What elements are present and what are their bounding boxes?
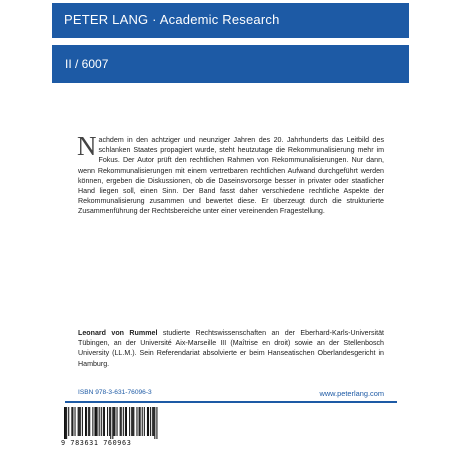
publisher-website: www.peterlang.com (319, 389, 384, 398)
blurb-text: achdem in den achtziger und neunziger Jahren des 20. Jahrhunderts das Leitbild des schlanken Staates propagiert wurde, steht heutzutage die Rekommunalisierung mehr im Fokus. Der Autor prüft den rechtlichen Rahmen von Rekommunalisierungen. Nur dann, wenn Rekommunalisierungen mit einem vertretbaren rechtlichen Aufwand durchgeführt werden können, ergeben die Diskussionen, ob die Daseinsvorsorge besser in privater oder staatlicher Hand liegen soll, einen Sinn. Der Band fasst daher verschiedene rechtliche Aspekte der Rekommunalisierung zusammen und bewertet diese. Er überzeugt durch die strukturierte Zusammenführung der Rechtsbereiche unter einer vereinenden Fragestellung. (78, 136, 384, 216)
barcode-bar (121, 407, 122, 436)
barcode-bar (72, 407, 73, 436)
barcode-bar (65, 407, 66, 439)
barcode-bar (131, 407, 132, 436)
barcode-bar (153, 407, 154, 436)
author-bio-text: studierte Rechtswissenschaften an der Eberhard-Karls-Universität Tübingen, an der Université Aix-Marseille III (Maîtrise en droit) sowie an der Stellenbosch University (LL.M.). Sein Referendariat absolvierte er beim Hanseatischen Oberlandesgericht in Hamburg. (78, 329, 385, 368)
barcode-bar (103, 407, 104, 436)
barcode-bar (68, 407, 69, 436)
barcode-bar (156, 407, 157, 439)
band-divider (52, 38, 409, 45)
barcode-bar (101, 407, 102, 436)
barcode-bar (132, 407, 133, 436)
barcode-bar (148, 407, 149, 436)
barcode-bar (92, 407, 93, 436)
barcode-bar (86, 407, 87, 436)
barcode-bar (96, 407, 97, 436)
barcode-bar (150, 407, 151, 436)
barcode-bar (79, 407, 80, 436)
barcode-bar (89, 407, 90, 436)
barcode-bar (75, 407, 76, 436)
barcode-bar (64, 407, 65, 439)
barcode-bar (109, 407, 110, 436)
back-cover (52, 3, 409, 448)
barcode-digits: 9 783631 760963 (61, 439, 132, 447)
barcode-bar (107, 407, 108, 436)
barcode-bar (136, 407, 137, 436)
barcode-bar (133, 407, 134, 436)
barcode-bar (144, 407, 145, 436)
publisher-band (52, 3, 409, 38)
barcode-bar (123, 407, 124, 436)
barcode-bar (94, 407, 95, 436)
series-number: II / 6007 (65, 57, 109, 71)
barcode (60, 404, 162, 448)
barcode-bar (112, 407, 113, 439)
barcode-bar (78, 407, 79, 436)
drop-cap: N (77, 131, 97, 161)
isbn-text: ISBN 978-3-631-76096-3 (78, 389, 152, 396)
barcode-bar (104, 407, 105, 436)
barcode-bar (88, 407, 89, 436)
barcode-bar (99, 407, 100, 436)
blurb-paragraph (77, 131, 384, 217)
author-bio-paragraph (78, 328, 384, 369)
barcode-bar (117, 407, 118, 436)
barcode-bar (66, 407, 67, 439)
barcode-bar (110, 407, 111, 439)
barcode-bar (152, 407, 153, 436)
barcode-bar (82, 407, 83, 436)
barcode-bar (139, 407, 140, 436)
author-name: Leonard von Rummel (78, 329, 158, 337)
barcode-bar (120, 407, 121, 436)
barcode-bar (85, 407, 86, 436)
barcode-bar (113, 407, 114, 436)
barcode-bar (125, 407, 126, 436)
footer-rule (65, 401, 397, 403)
barcode-bar (147, 407, 148, 436)
barcode-bar (154, 407, 155, 439)
barcode-bar (142, 407, 143, 436)
barcode-bar (129, 407, 130, 436)
barcode-bar (126, 407, 127, 436)
barcode-bar (140, 407, 141, 436)
barcode-bar (71, 407, 72, 436)
barcode-bars (64, 407, 158, 439)
series-band (52, 45, 409, 83)
barcode-bar (80, 407, 81, 436)
barcode-bar (114, 407, 115, 436)
publisher-line: PETER LANG · Academic Research (64, 12, 280, 27)
barcode-bar (97, 407, 98, 436)
